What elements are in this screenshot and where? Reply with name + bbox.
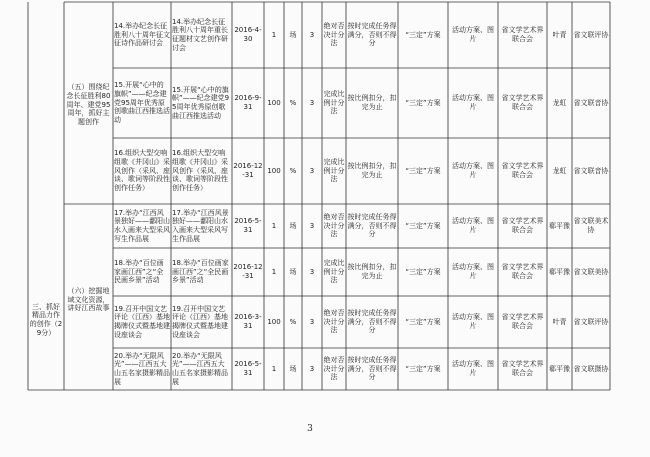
rule-cell: 按时完成任务得满分，否则不得分 (347, 355, 397, 382)
date-cell: 2016-5-31 (234, 217, 262, 234)
date-cell: 2016-5-31 (234, 360, 262, 377)
content-cell: 20.举办“无限风光”——江西五大山五名家摄影精品展 (172, 351, 228, 386)
dept-cell: 省文学艺术界联合会 (501, 263, 544, 280)
date-cell: 2016-3-31 (234, 313, 262, 330)
method-cell: 完成比例计分法 (323, 258, 345, 285)
qty-cell: 1 (271, 267, 277, 276)
method-cell: 绝对否决计分法 (323, 308, 345, 335)
method-cell: 完成比例计分法 (323, 157, 345, 184)
method-cell: 绝对否决计分法 (323, 212, 345, 239)
item-cell: 19.召开中国文艺评论（江西）基地揭牌仪式暨基地建设座谈会 (114, 304, 170, 339)
unit-cell: % (289, 98, 297, 107)
score-cell: 3 (309, 267, 315, 276)
page-number: 3 (307, 424, 313, 434)
item-cell: 20.举办“无限风光”——江西五大山五名家摄影精品展 (114, 351, 170, 386)
score-cell: 3 (309, 364, 315, 373)
date-cell: 2016-4-30 (234, 26, 262, 43)
dept-cell: 省文学艺术界联合会 (501, 313, 544, 330)
qty-cell: 100 (267, 166, 281, 175)
unit-cell: 场 (289, 30, 297, 39)
unit-cell: 场 (289, 221, 297, 230)
unit-cell: 场 (289, 364, 297, 373)
assessor-cell: 省文联音协 (573, 98, 609, 107)
basis-cell: “三定”方案 (405, 267, 441, 276)
rule-cell: 按时完成任务得满分，否则不得分 (347, 212, 397, 239)
evidence-cell: 活动方案、图片 (452, 217, 494, 234)
assessor-cell: 省文联美术协 (573, 217, 609, 234)
date-cell: 2016-12-31 (233, 162, 263, 179)
item-cell: 15.开展“心中的旗帜”——纪念建党95周年优秀原创歌曲江西推选活动 (114, 81, 170, 125)
group-label-regional-culture: （六）挖掘地域文化资源，讲好江西故事 (67, 286, 110, 313)
dept-cell: 省文学艺术界联合会 (501, 94, 544, 111)
rule-cell: 按时完成任务得满分，否则不得分 (347, 21, 397, 48)
group-label-commemoration: （五）围绕纪念长征胜利80周年、建党95周年，抓好主题创作 (66, 83, 111, 127)
item-cell: 18.举办“百位画家画江西”之“全民画乡景”活动 (114, 258, 164, 285)
content-cell: 16.组织大型交响组歌《井冈山》采风创作（采风、座谈、歌词等阶段性创作任务） (172, 149, 228, 193)
score-cell: 3 (309, 98, 315, 107)
leader-cell: 龙虹 (552, 166, 567, 175)
evidence-cell: 活动方案、图片 (452, 162, 494, 179)
assessor-cell: 省文联美协 (573, 267, 609, 276)
leader-cell: 郗平豫 (549, 221, 570, 230)
evidence-cell: 活动方案、图片 (452, 263, 494, 280)
qty-cell: 1 (271, 364, 277, 373)
evidence-cell: 活动方案、图片 (452, 313, 494, 330)
basis-cell: “三定”方案 (405, 317, 441, 326)
evidence-cell: 活动方案、图片 (452, 26, 494, 43)
score-cell: 3 (309, 30, 315, 39)
qty-cell: 1 (271, 221, 277, 230)
evidence-cell: 活动方案、图片 (452, 360, 494, 377)
rule-cell: 按时完成任务得满分，否则不得分 (347, 308, 397, 335)
leader-cell: 郗平豫 (549, 364, 570, 373)
assessor-cell: 省文联摄协 (573, 364, 609, 373)
unit-cell: % (289, 166, 297, 175)
dept-cell: 省文学艺术界联合会 (501, 26, 544, 43)
dept-cell: 省文学艺术界联合会 (501, 217, 544, 234)
unit-cell: % (289, 317, 297, 326)
content-cell: 17.举办“江西风景独好——鄱阳山水入画来大型采风写生作品展 (172, 208, 229, 243)
leader-cell: 叶青 (552, 317, 567, 326)
unit-cell: 场 (289, 267, 297, 276)
qty-cell: 1 (271, 30, 277, 39)
rule-cell: 按比例扣分，扣完为止 (347, 94, 397, 111)
rule-cell: 按比例扣分，扣完为止 (347, 162, 397, 179)
date-cell: 2016-12-31 (233, 263, 263, 280)
content-cell: 18.举办“百位画家画江西”之“全民画乡景”活动 (172, 258, 229, 285)
content-cell: 15.开展“心中的旗帜”——纪念建党95周年优秀原创歌曲江西推选活动 (172, 85, 230, 120)
basis-cell: “三定”方案 (405, 221, 441, 230)
content-cell: 14.举办纪念长征胜利八十周年重长征题材文艺创作研讨会 (172, 17, 228, 52)
assessor-cell: 省文联评协 (573, 317, 609, 326)
qty-cell: 100 (267, 98, 281, 107)
leader-cell: 龙虹 (552, 98, 567, 107)
assessor-cell: 省文联音协 (573, 166, 609, 175)
method-cell: 绝对否决计分法 (323, 21, 345, 48)
date-cell: 2016-9-31 (234, 94, 262, 111)
basis-cell: “三定”方案 (405, 30, 441, 39)
score-cell: 3 (309, 221, 315, 230)
basis-cell: “三定”方案 (405, 166, 441, 175)
item-cell: 16.组织大型交响组歌《井冈山》采风创作（采风、座谈、歌词等阶段性创作任务） (114, 149, 170, 193)
content-cell: 19.召开中国文艺评论（江西）基地揭牌仪式暨基地建设座谈会 (172, 304, 228, 339)
assessor-cell: 省文联评协 (573, 30, 609, 39)
dept-cell: 省文学艺术界联合会 (501, 360, 544, 377)
rule-cell: 按比例扣分，扣完为止 (347, 263, 397, 280)
qty-cell: 100 (267, 317, 281, 326)
leader-cell: 郗平豫 (549, 267, 570, 276)
basis-cell: “三定”方案 (405, 364, 441, 373)
dept-cell: 省文学艺术界联合会 (501, 162, 544, 179)
score-cell: 3 (309, 317, 315, 326)
method-cell: 绝对否决计分法 (323, 355, 345, 382)
category-cell: 三、抓好精品力作的创作（29分） (29, 302, 63, 337)
leader-cell: 叶青 (552, 30, 567, 39)
score-cell: 3 (309, 166, 315, 175)
evidence-cell: 活动方案、图片 (452, 94, 494, 111)
item-cell: 17.举办“江西风景独好——鄱阳山水入画来大型采风写生作品展 (114, 208, 170, 243)
method-cell: 完成比例计分法 (323, 89, 345, 116)
basis-cell: “三定”方案 (405, 98, 441, 107)
item-cell: 14.举办纪念长征胜利八十周年征文征诗作品研讨会 (114, 21, 170, 48)
